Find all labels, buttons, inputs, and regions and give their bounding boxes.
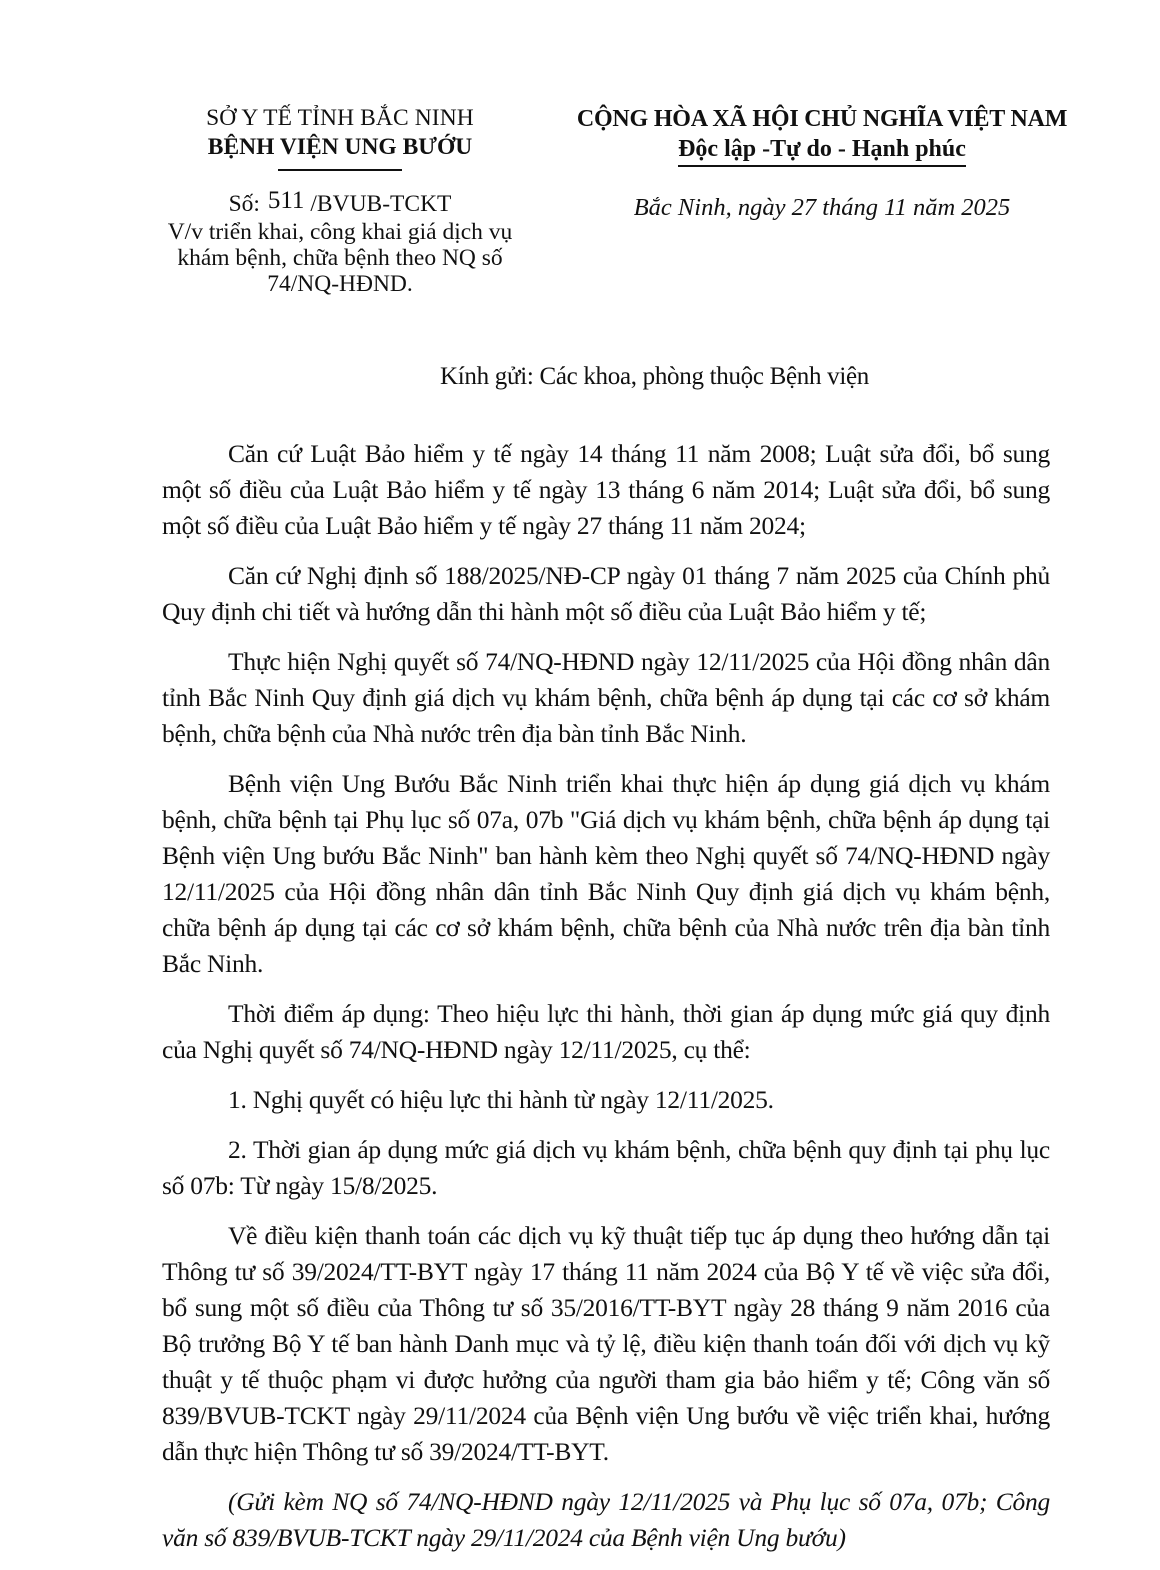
paragraph-item-2: 2. Thời gian áp dụng mức giá dịch vụ khám bệnh, chữa bệnh quy định tại phụ lục số 07b: Từ ngày 15/8/2025. [162, 1135, 1050, 1200]
recipient-line: Kính gửi: Các khoa, phòng thuộc Bệnh viện [440, 363, 869, 390]
header-divider [278, 169, 402, 171]
department-name: SỞ Y TẾ TỈNH BẮC NINH [206, 105, 474, 131]
paragraph-item-1: 1. Nghị quyết có hiệu lực thi hành từ ngày 12/11/2025. [228, 1085, 774, 1114]
place-date: Bắc Ninh, ngày 27 tháng 11 năm 2025 [633, 194, 1011, 221]
document-number-value: 511 [267, 187, 305, 214]
document-body [162, 436, 1050, 1570]
nation-title: CỘNG HÒA XÃ HỘI CHỦ NGHĨA VIỆT NAM [576, 106, 1068, 132]
paragraph-legal-basis-1: Căn cứ Luật Bảo hiểm y tế ngày 14 tháng 11 năm 2008; Luật sửa đổi, bổ sung một số điều của Luật Bảo hiểm y tế ngày 13 tháng 6 năm 2014; Luật sửa đổi, bổ sung một số điều của Luật Bảo hiểm y tế ngày 27 tháng 11 năm 2024; [162, 439, 1050, 540]
document-number [150, 189, 530, 219]
issuing-agency-block [150, 104, 530, 297]
document-subject: V/v triển khai, công khai giá dịch vụ khám bệnh, chữa bệnh theo NQ số 74/NQ-HĐND. [167, 219, 513, 297]
document-number-suffix: /BVUB-TCKT [310, 191, 452, 217]
organization-name: BỆNH VIỆN UNG BƯỚU [207, 134, 473, 160]
paragraph-implementation: Bệnh viện Ung Bướu Bắc Ninh triển khai thực hiện áp dụng giá dịch vụ khám bệnh, chữa bệnh tại Phụ lục số 07a, 07b "Giá dịch vụ khám bệnh, chữa bệnh áp dụng tại Bệnh viện Ung bướu Bắc Ninh" ban hành kèm theo Nghị quyết số 74/NQ-HĐND ngày 12/11/2025 của Hội đồng nhân dân tỉnh Bắc Ninh Quy định giá dịch vụ khám bệnh, chữa bệnh áp dụng tại các cơ sở khám bệnh, chữa bệnh của Nhà nước trên địa bàn tỉnh Bắc Ninh. [162, 769, 1050, 978]
paragraph-payment-conditions: Về điều kiện thanh toán các dịch vụ kỹ thuật tiếp tục áp dụng theo hướng dẫn tại Thông tư số 39/2024/TT-BYT ngày 17 tháng 11 năm 2024 của Bộ Y tế về việc sửa đổi, bổ sung một số điều của Thông tư số 35/2016/TT-BYT ngày 28 tháng 9 năm 2016 của Bộ trưởng Bộ Y tế ban hành Danh mục và tỷ lệ, điều kiện thanh toán đối với dịch vụ kỹ thuật y tế thuộc phạm vi được hưởng của người tham gia bảo hiểm y tế; Công văn số 839/BVUB-TCKT ngày 29/11/2024 của Bệnh viện Ung bướu về việc triển khai, hướng dẫn thực hiện Thông tư số 39/2024/TT-BYT. [162, 1221, 1050, 1466]
attachment-note: (Gửi kèm NQ số 74/NQ-HĐND ngày 12/11/2025 và Phụ lục số 07a, 07b; Công văn số 839/BVUB-TCKT ngày 29/11/2024 của Bệnh viện Ung bướu) [162, 1487, 1050, 1552]
national-header-block [548, 104, 1096, 223]
national-motto: Độc lập -Tự do - Hạnh phúc [678, 134, 966, 167]
document-number-prefix: Số: [228, 191, 260, 217]
paragraph-effective-time: Thời điểm áp dụng: Theo hiệu lực thi hành, thời gian áp dụng mức giá quy định của Nghị quyết số 74/NQ-HĐND ngày 12/11/2025, cụ thể: [162, 999, 1050, 1064]
paragraph-legal-basis-2: Căn cứ Nghị định số 188/2025/NĐ-CP ngày 01 tháng 7 năm 2025 của Chính phủ Quy định chi tiết và hướng dẫn thi hành một số điều của Luật Bảo hiểm y tế; [162, 561, 1050, 626]
paragraph-resolution: Thực hiện Nghị quyết số 74/NQ-HĐND ngày 12/11/2025 của Hội đồng nhân dân tỉnh Bắc Ninh Quy định giá dịch vụ khám bệnh, chữa bệnh áp dụng tại các cơ sở khám bệnh, chữa bệnh của Nhà nước trên địa bàn tỉnh Bắc Ninh. [162, 647, 1050, 748]
